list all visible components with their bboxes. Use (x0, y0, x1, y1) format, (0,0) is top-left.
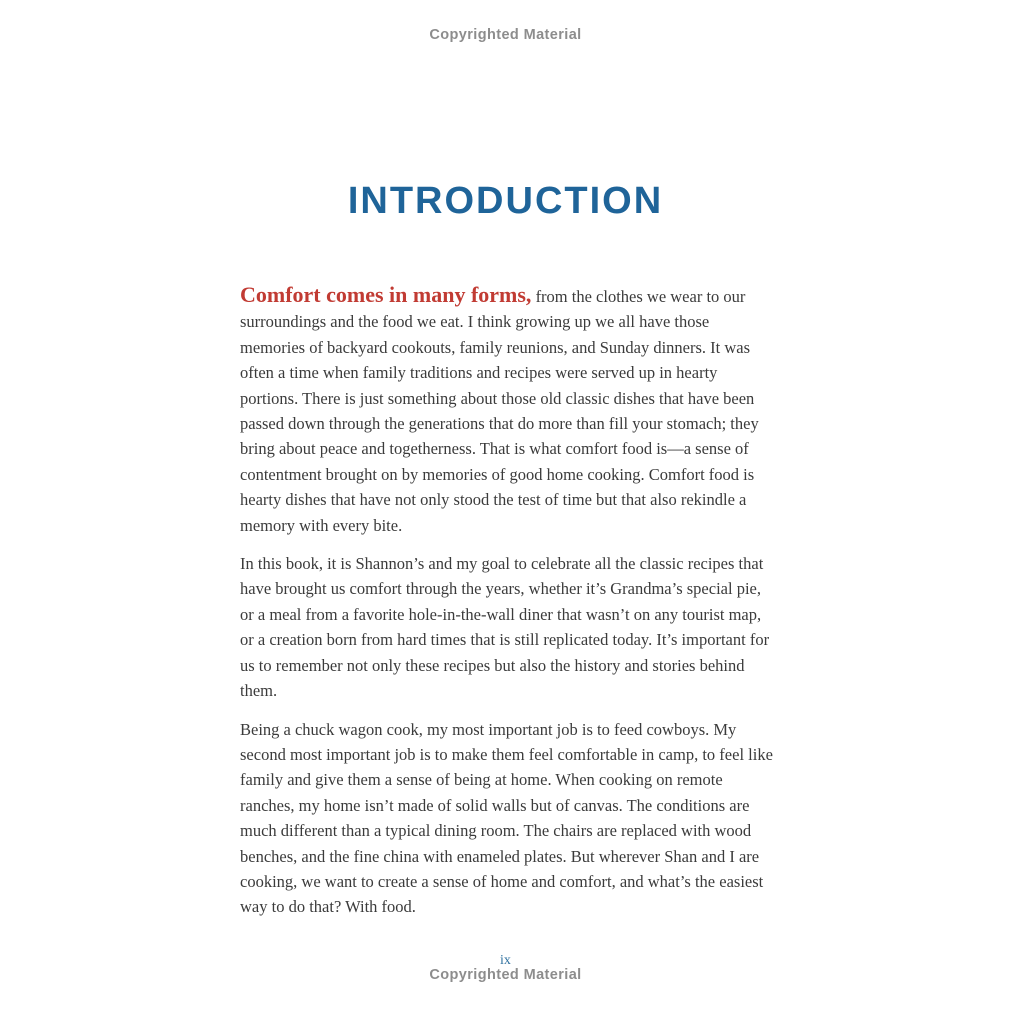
intro-paragraph-3: Being a chuck wagon cook, my most important job is to feed cowboys. My second most important job is to make them feel comfortable in camp, to feel like family and give them a sense of being at home. When cooking on remote ranches, my home isn’t made of solid walls but of canvas. The conditions are much different than a typical dining room. The chairs are replaced with wood benches, and the fine china with enameled plates. But wherever Shan and I are cooking, we want to create a sense of home and comfort, and what’s the easiest way to do that? With food. (240, 719, 773, 917)
chapter-title: INTRODUCTION (347, 180, 664, 222)
intro-paragraph-1 (240, 282, 773, 538)
page-footer (0, 948, 1011, 1008)
paragraph-1-text: from the clothes we wear to our surroundings and the food we eat. I think growing up we all have those memories of backyard cookouts, family reunions, and Sunday dinners. It was often a time when family traditions and recipes were served up in hearty portions. There is just something about those old classic dishes that have been passed down through the generations that do more than fill your stomach; they bring about peace and togetherness. That is what comfort food is—a sense of contentment brought on by memories of good home cooking. Comfort food is hearty dishes that have not only stood the test of time but that also rekindle a memory with every bite. (240, 287, 759, 535)
intro-paragraph-2: In this book, it is Shannon’s and my goal to celebrate all the classic recipes that have brought us comfort through the years, whether it’s Grandma’s special pie, or a meal from a favorite hole-in-the-wall diner that wasn’t on any tourist map, or a creation born from hard times that is still replicated today. It’s important for us to remember not only these recipes but also the history and stories behind them. (240, 554, 770, 701)
copyright-notice-bottom: Copyrighted Material (429, 967, 582, 983)
copyright-notice-top: Copyrighted Material (429, 27, 582, 43)
page-number: ix (500, 953, 511, 968)
lead-in-phrase: Comfort comes in many forms, (240, 282, 532, 307)
body-text-column (240, 282, 773, 933)
